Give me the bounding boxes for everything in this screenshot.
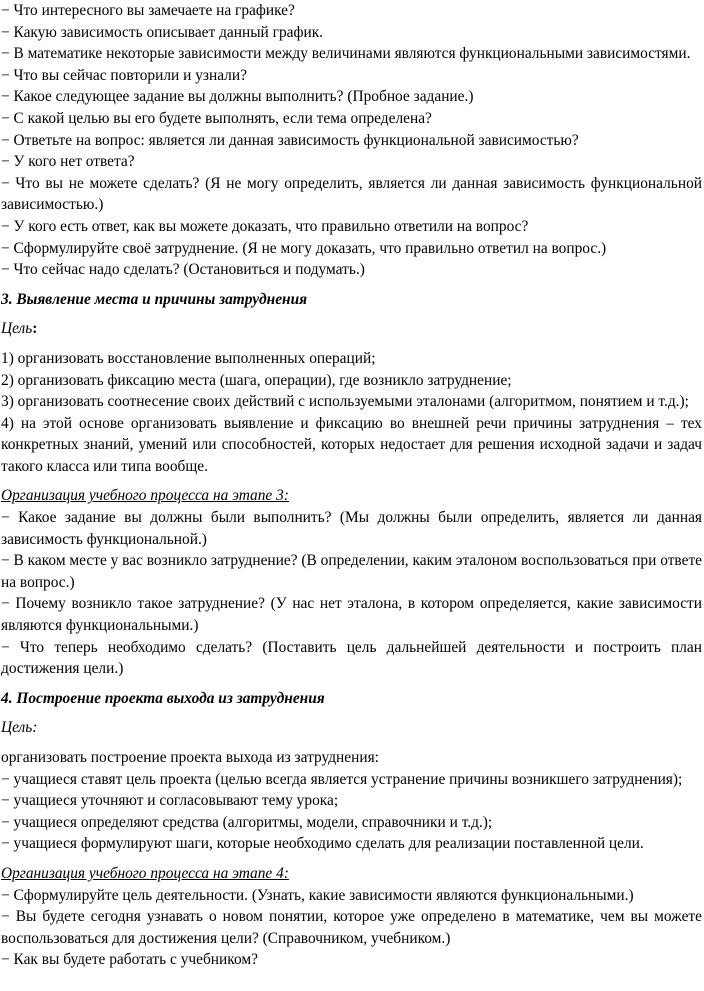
goal-item: − учащиеся определяют средства (алгоритмы, модели, справочники и т.д.);	[1, 813, 493, 831]
paragraph: − Сформулируйте цель деятельности. (Узнать, какие зависимости являются функциональными.)	[1, 886, 634, 904]
goal-intro: организовать построение проекта выхода из затруднения:	[1, 749, 379, 766]
paragraph: − Вы будете сегодня узнавать о новом понятии, которое уже определено в математике, чем вы можете воспользоваться для достижения цели? (Справочником, учебником.)	[1, 908, 702, 947]
section-4	[1, 688, 702, 971]
goal-label-text: Цель	[1, 320, 33, 338]
paragraph: − У кого нет ответа?	[1, 153, 135, 171]
paragraph: − Какое задание вы должны были выполнить? (Мы должны были определить, является ли данная зависимость функциональной.)	[1, 509, 702, 548]
goals-list	[1, 348, 702, 478]
goal-label	[1, 318, 702, 340]
paragraph: − Сформулируйте своё затруднение. (Я не могу доказать, что правильно ответил на вопрос.)	[1, 239, 607, 257]
organization-items	[1, 507, 702, 680]
organization-items	[1, 885, 702, 971]
paragraph: − Что вы сейчас повторили и узнали?	[1, 66, 247, 84]
paragraph: − Какое следующее задание вы должны выполнить? (Пробное задание.)	[1, 88, 474, 106]
paragraph: − Почему возникло такое затруднение? (У нас нет эталона, в котором определяется, какие зависимости являются функциональными.)	[1, 595, 702, 635]
paragraph: − Что сейчас надо сделать? (Остановиться и подумать.)	[1, 261, 365, 279]
goal-item: − учащиеся уточняют и согласовывают тему урока;	[1, 792, 339, 810]
paragraph: − Ответьте на вопрос: является ли данная зависимость функциональной зависимостью?	[1, 131, 579, 149]
organization-label: Организация учебного процесса на этапе 3:	[1, 487, 289, 505]
paragraph: − Что вы не можете сделать? (Я не могу определить, является ли данная зависимость функциональной зависимостью.)	[1, 174, 702, 214]
paragraph: − В математике некоторые зависимости между величинами являются функциональными зависимостями.	[1, 45, 691, 63]
intro-questions	[1, 0, 702, 281]
goal-item: 2) организовать фиксацию места (шага, операции), где возникло затруднение;	[1, 371, 512, 389]
paragraph: − Что интересного вы замечаете на графике?	[1, 2, 295, 19]
goal-item: − учащиеся формулируют шаги, которые необходимо сделать для реализации поставленной цели.	[1, 835, 644, 853]
paragraph: − Как вы будете работать с учебником?	[1, 951, 258, 969]
paragraph: − Что теперь необходимо сделать? (Поставить цель дальнейшей деятельности и построить план достижения цели.)	[1, 638, 702, 678]
section-heading: 4. Построение проекта выхода из затруднения	[1, 689, 325, 707]
goal-item: 4) на этой основе организовать выявление и фиксацию во внешней речи причины затруднения – тех конкретных знаний, умений или способностей, которых недостает для решения исходной задачи и задач такого класса или типа вообще.	[1, 414, 702, 475]
paragraph: − Какую зависимость описывает данный график.	[1, 23, 324, 41]
goal-item: 3) организовать соотнесение своих действий с используемыми эталонами (алгоритмом, понятием и т.д.);	[1, 393, 689, 411]
goal-item: − учащиеся ставят цель проекта (целью всегда является устранение причины возникшего затруднения);	[1, 770, 683, 788]
goal-label: Цель:	[1, 719, 38, 737]
paragraph: − С какой целью вы его будете выполнять, если тема определена?	[1, 109, 432, 127]
section-heading: 3. Выявление места и причины затруднения	[1, 290, 308, 308]
section-3	[1, 289, 702, 680]
goal-label-colon: :	[32, 320, 38, 338]
paragraph: − У кого есть ответ, как вы можете доказать, что правильно ответили на вопрос?	[1, 217, 529, 235]
organization-label: Организация учебного процесса на этапе 4:	[1, 864, 289, 882]
paragraph: − В каком месте у вас возникло затруднение? (В определении, каким эталоном воспользоваться при ответе на вопрос.)	[1, 552, 702, 591]
goals-list	[1, 769, 702, 855]
goal-item: 1) организовать восстановление выполненных операций;	[1, 349, 376, 367]
